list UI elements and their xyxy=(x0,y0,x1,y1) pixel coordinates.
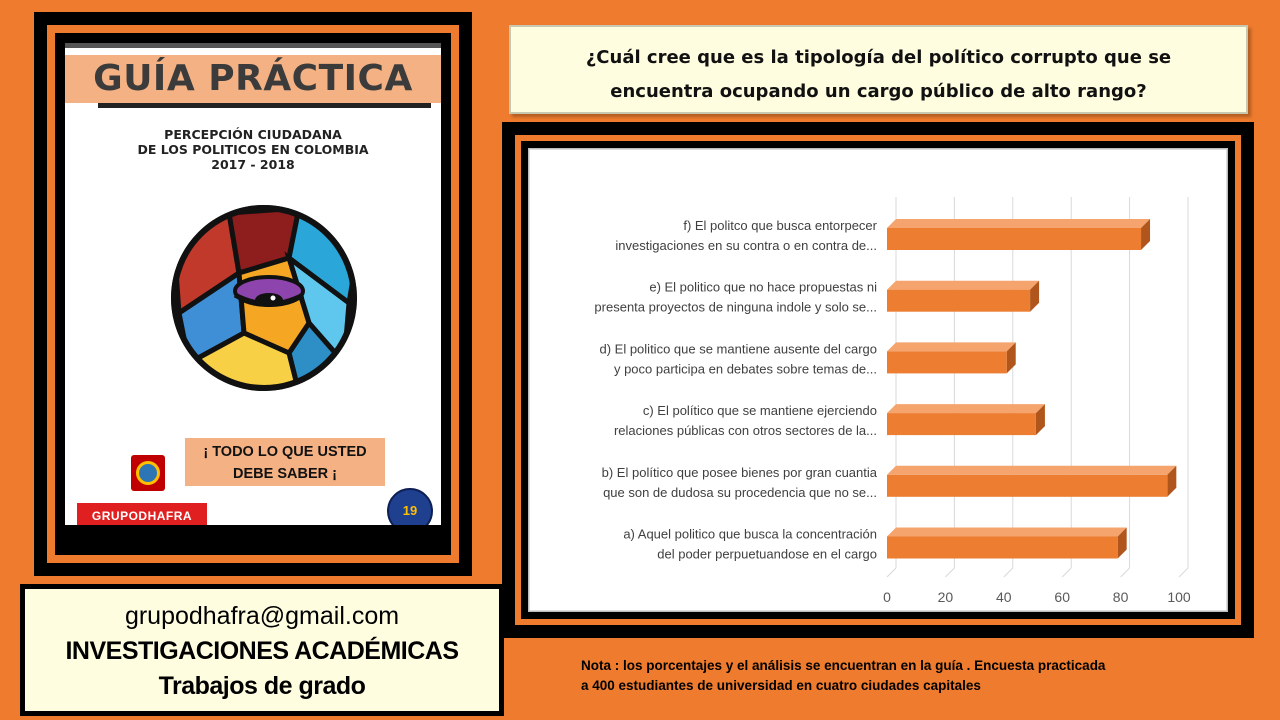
x-tick-label: 80 xyxy=(1112,589,1129,605)
note-line: a 400 estudiantes de universidad en cuatro ciudades capitales xyxy=(581,678,981,693)
x-tick-label: 100 xyxy=(1167,589,1191,605)
gridline-floor xyxy=(945,568,954,577)
grupodhafra-logo xyxy=(131,455,165,491)
chart-panel xyxy=(528,148,1228,612)
cover-brand-label: GRUPODHAFRA xyxy=(77,503,207,525)
cover-subtitle-line: 2017 - 2018 xyxy=(211,157,295,172)
cover-title-rule xyxy=(98,103,431,108)
bar xyxy=(887,228,1141,250)
cover-subtitle-line: PERCEPCIÓN CIUDADANA xyxy=(164,127,342,142)
gridline-floor xyxy=(1121,568,1130,577)
category-label: presenta proyectos de ninguna indole y solo se... xyxy=(594,299,877,315)
gridline-floor xyxy=(887,568,896,577)
x-tick-label: 60 xyxy=(1054,589,1070,605)
question-line: ¿Cuál cree que es la tipología del político corrupto que se xyxy=(585,47,1172,68)
gridline-floor xyxy=(1004,568,1013,577)
x-tick-label: 0 xyxy=(883,589,891,605)
bar-top xyxy=(887,466,1176,475)
category-label: b) El político que posee bienes por gran cuantia xyxy=(601,464,877,480)
stained-glass-eye-illustration xyxy=(169,203,359,393)
category-label: e) El politico que no hace propuestas ni xyxy=(649,279,877,295)
cover-slogan-line: DEBE SABER ¡ xyxy=(233,466,337,482)
category-label: relaciones públicas con otros sectores de la... xyxy=(613,423,877,439)
bar xyxy=(887,475,1167,497)
chart-orange-border xyxy=(515,135,1241,625)
bar-top xyxy=(887,404,1045,413)
bar xyxy=(887,413,1036,435)
cover-slogan-line: ¡ TODO LO QUE USTED xyxy=(203,444,367,460)
logo-emblem-icon xyxy=(136,461,160,485)
category-label: c) El político que se mantiene ejerciendo xyxy=(642,403,877,419)
bar-top xyxy=(887,219,1150,228)
guide-cover xyxy=(34,12,472,576)
gridline-floor xyxy=(1062,568,1071,577)
cover-orange-border xyxy=(47,25,459,563)
category-label: y poco participa en debates sobre temas de... xyxy=(613,361,877,377)
cover-subtitle-line: DE LOS POLITICOS EN COLOMBIA xyxy=(137,142,369,157)
contact-panel xyxy=(25,589,499,711)
cover-subtitle xyxy=(65,127,441,172)
cover-number-badge: 19 xyxy=(387,488,433,525)
bar-chart xyxy=(529,149,1229,613)
category-label: que son de dudosa su procedencia que no se... xyxy=(603,484,877,500)
chart-frame xyxy=(502,122,1254,638)
survey-question xyxy=(509,25,1248,114)
x-tick-label: 20 xyxy=(937,589,954,605)
category-label: a) Aquel politico que busca la concentración xyxy=(623,526,877,542)
bar xyxy=(887,537,1118,559)
bar xyxy=(887,290,1030,312)
cover-slogan xyxy=(185,438,385,486)
bar xyxy=(887,351,1007,373)
bar-top xyxy=(887,281,1039,290)
bar-top xyxy=(887,342,1016,351)
category-label: f) El politco que busca entorpecer xyxy=(683,218,877,233)
note-line: Nota : los porcentajes y el análisis se encuentran en la guía . Encuesta practicada xyxy=(581,658,1106,673)
cover-title: GUÍA PRÁCTICA xyxy=(93,58,413,99)
cover-top-bar xyxy=(65,43,441,48)
category-label: investigaciones en su contra o en contra de... xyxy=(615,238,877,253)
contact-email[interactable]: grupodhafra@gmail.com xyxy=(124,602,400,630)
cover-page xyxy=(55,33,451,555)
bar-top xyxy=(887,528,1127,537)
survey-note xyxy=(581,656,1241,696)
gridline-floor xyxy=(1179,568,1188,577)
category-label: d) El politico que se mantiene ausente del cargo xyxy=(599,341,877,357)
chart-inner-border xyxy=(521,141,1235,619)
category-label: del poder perpuetuandose en el cargo xyxy=(657,546,877,562)
contact-box xyxy=(20,584,504,716)
contact-line-thesis: Trabajos de grado xyxy=(158,672,366,700)
x-tick-label: 40 xyxy=(996,589,1012,605)
question-line: encuentra ocupando un cargo público de alto rango? xyxy=(610,81,1147,102)
cover-paper xyxy=(65,43,441,525)
contact-line-investigations: INVESTIGACIONES ACADÉMICAS xyxy=(65,637,459,665)
